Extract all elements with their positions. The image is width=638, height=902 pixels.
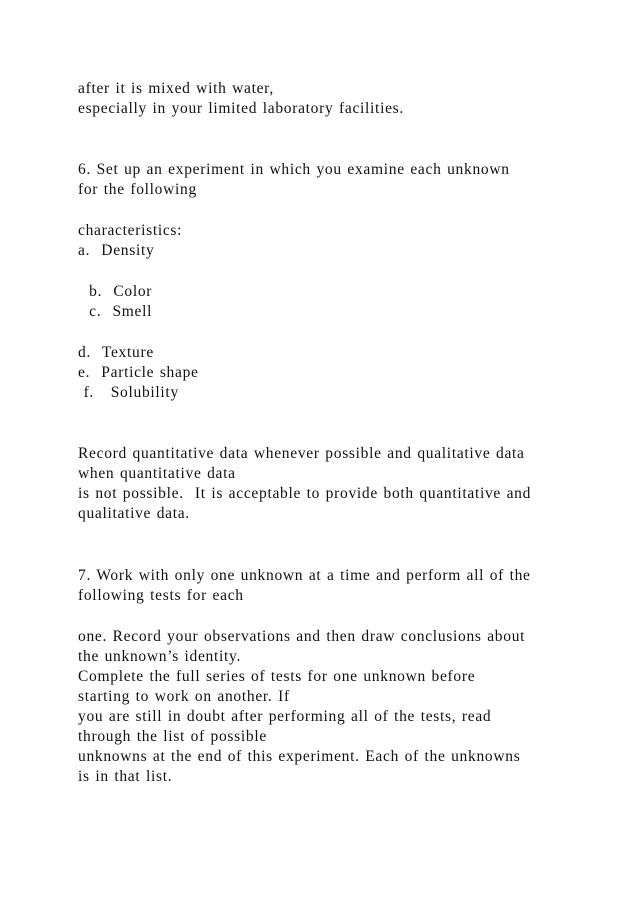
characteristics-label: characteristics:: [78, 222, 183, 239]
list-item-particle-shape: e. Particle shape: [78, 364, 199, 381]
text-line: especially in your limited laboratory facilities.: [78, 100, 404, 117]
text-line: is in that list.: [78, 768, 173, 785]
text-line: after it is mixed with water,: [78, 80, 274, 97]
list-item-smell: c. Smell: [78, 303, 153, 320]
text-line: the unknown’s identity.: [78, 648, 242, 665]
text-line: you are still in doubt after performing all of the tests, read: [78, 708, 492, 725]
text-line: Record quantitative data whenever possible and qualitative data: [78, 445, 525, 462]
text-line: unknowns at the end of this experiment. Each of the unknowns: [78, 748, 521, 765]
step-7-heading: 7. Work with only one unknown at a time and perform all of the: [78, 567, 531, 584]
text-line: following tests for each: [78, 587, 244, 604]
text-line: qualitative data.: [78, 505, 190, 522]
text-line: starting to work on another. If: [78, 688, 290, 705]
text-line: for the following: [78, 181, 197, 198]
list-item-texture: d. Texture: [78, 344, 154, 361]
text-line: Complete the full series of tests for one unknown before: [78, 668, 476, 685]
text-line: is not possible. It is acceptable to provide both quantitative and: [78, 485, 532, 502]
list-item-density: a. Density: [78, 242, 155, 259]
step-6-heading: 6. Set up an experiment in which you examine each unknown: [78, 161, 510, 178]
list-item-color: b. Color: [78, 283, 153, 300]
text-line: through the list of possible: [78, 728, 267, 745]
list-item-solubility: f. Solubility: [78, 384, 179, 401]
text-line: one. Record your observations and then draw conclusions about: [78, 628, 526, 645]
text-line: when quantitative data: [78, 465, 236, 482]
